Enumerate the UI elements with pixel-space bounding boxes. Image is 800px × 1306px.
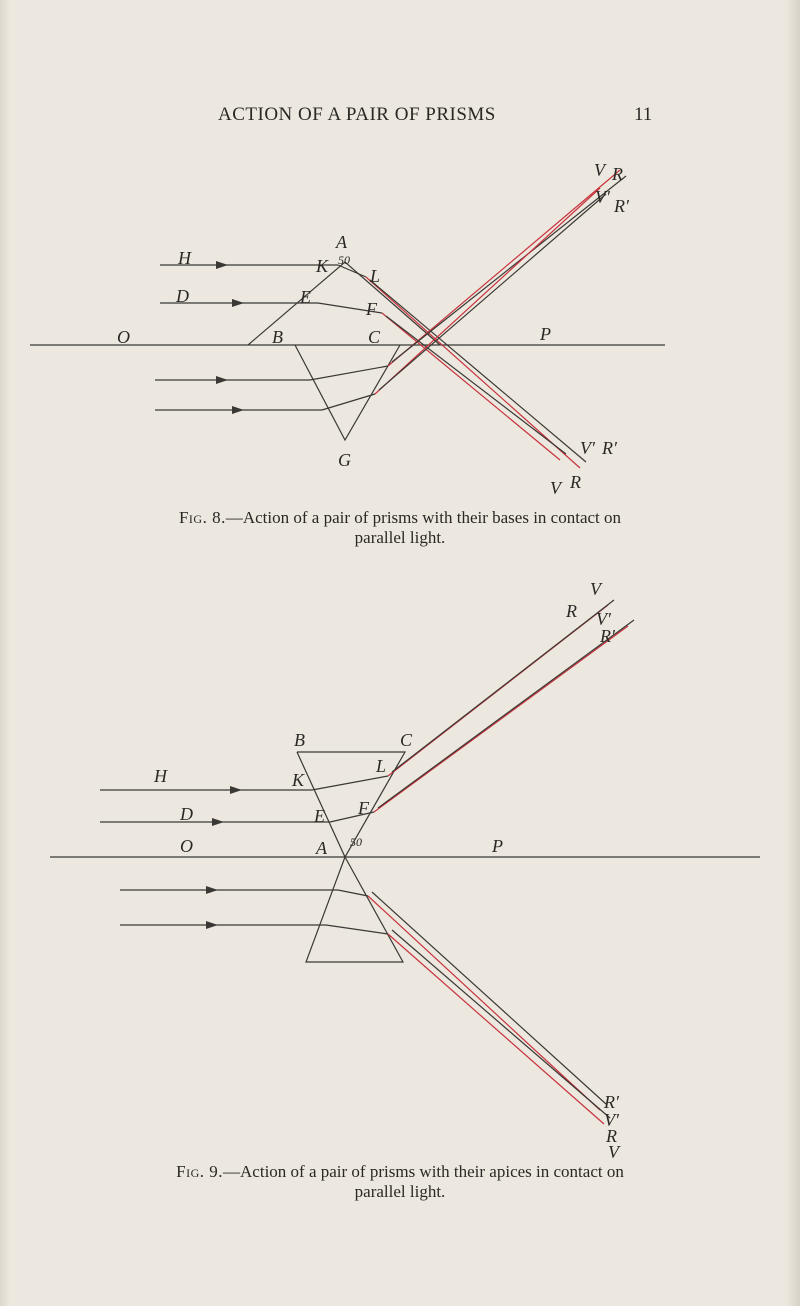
label-v-prime-bottom: V′	[604, 1110, 619, 1130]
label-c: C	[368, 327, 381, 347]
label-h: H	[154, 766, 167, 786]
arrow-head	[206, 921, 218, 929]
label-v-top: V	[594, 160, 605, 180]
figure-8-caption-line2: parallel light.	[354, 528, 446, 547]
figure-9-caption-line2: parallel light.	[354, 1182, 446, 1201]
label-b: B	[272, 327, 283, 347]
figure-8-caption-line1: —Action of a pair of prisms with their bases in contact on	[225, 508, 622, 527]
label-a: A	[336, 232, 347, 252]
emergent-dark-3	[372, 892, 606, 1104]
label-k: K	[316, 256, 329, 276]
label-d: D	[180, 804, 193, 824]
internal-ray-l2	[326, 925, 388, 934]
lower-prism	[306, 857, 403, 962]
emergent-red-2	[374, 626, 628, 812]
label-a: A	[316, 838, 327, 858]
lower-prism	[295, 345, 400, 440]
label-r-prime-bottom: R′	[604, 1092, 619, 1112]
figure-8-caption	[0, 508, 800, 548]
running-title: ACTION OF A PAIR OF PRISMS	[218, 104, 496, 125]
internal-ray-l1	[310, 366, 388, 380]
emergent-dark-2	[386, 316, 566, 454]
label-v-prime-top: V′	[595, 187, 610, 207]
label-r-prime-top: R′	[614, 196, 629, 216]
figure-9-caption-line1: —Action of a pair of prisms with their apices in contact on	[223, 1162, 624, 1181]
label-v-top: V	[590, 579, 601, 599]
figure-9-bottom-label	[0, 1143, 800, 1163]
label-k: K	[292, 770, 305, 790]
emergent-dark-3	[392, 176, 626, 362]
arrow-head	[206, 886, 218, 894]
label-angle: 50	[350, 835, 362, 849]
label-v-prime-top: V′	[596, 609, 611, 629]
label-angle: 50	[338, 253, 350, 267]
label-f: F	[358, 798, 369, 818]
page-number: 11	[634, 104, 653, 125]
emergent-red-3	[368, 896, 600, 1110]
label-r-top: R	[566, 601, 577, 621]
emergent-red-3	[388, 170, 620, 366]
figure-9-caption-number: Fig. 9.	[176, 1162, 224, 1181]
label-p: P	[540, 324, 551, 344]
label-c: C	[400, 730, 413, 750]
label-r-prime-bottom: R′	[602, 438, 617, 458]
label-o: O	[180, 836, 193, 856]
figure-9-caption	[0, 1162, 800, 1202]
label-r-bottom: R	[606, 1126, 617, 1145]
internal-ray-h	[312, 776, 388, 790]
label-e: E	[300, 287, 311, 307]
label-r-bottom: R	[570, 472, 581, 492]
label-l: L	[370, 266, 381, 286]
arrow-head	[212, 818, 224, 826]
label-l: L	[376, 756, 387, 776]
label-r-top: R	[612, 164, 623, 184]
label-v-prime-bottom: V′	[580, 438, 595, 458]
figure-9-diagram	[0, 575, 800, 1145]
arrow-head	[216, 261, 228, 269]
label-d: D	[176, 286, 189, 306]
label-o: O	[117, 327, 130, 347]
arrow-head	[232, 299, 244, 307]
arrow-head	[230, 786, 242, 794]
figure-8-caption-number: Fig. 8.	[178, 508, 226, 527]
running-head	[0, 104, 800, 134]
label-g: G	[338, 450, 351, 470]
label-f: F	[366, 299, 377, 319]
label-h: H	[178, 248, 191, 268]
label-e: E	[314, 806, 325, 826]
arrow-head	[216, 376, 228, 384]
emergent-dark-2	[378, 620, 634, 808]
emergent-red-4	[375, 188, 600, 394]
arrow-head	[232, 406, 244, 414]
emergent-dark-1	[392, 600, 614, 772]
emergent-red-2	[382, 313, 560, 460]
emergent-dark-1	[370, 280, 586, 462]
label-r-prime-top: R′	[600, 626, 615, 646]
figure-8-diagram	[0, 150, 800, 500]
emergent-dark-4	[392, 930, 610, 1118]
label-v-bottom: V	[550, 478, 561, 498]
label-p: P	[492, 836, 503, 856]
emergent-dark-4	[379, 194, 606, 390]
label-v-bottom: V	[608, 1143, 619, 1162]
label-b: B	[294, 730, 305, 750]
emergent-red-4	[388, 934, 604, 1124]
